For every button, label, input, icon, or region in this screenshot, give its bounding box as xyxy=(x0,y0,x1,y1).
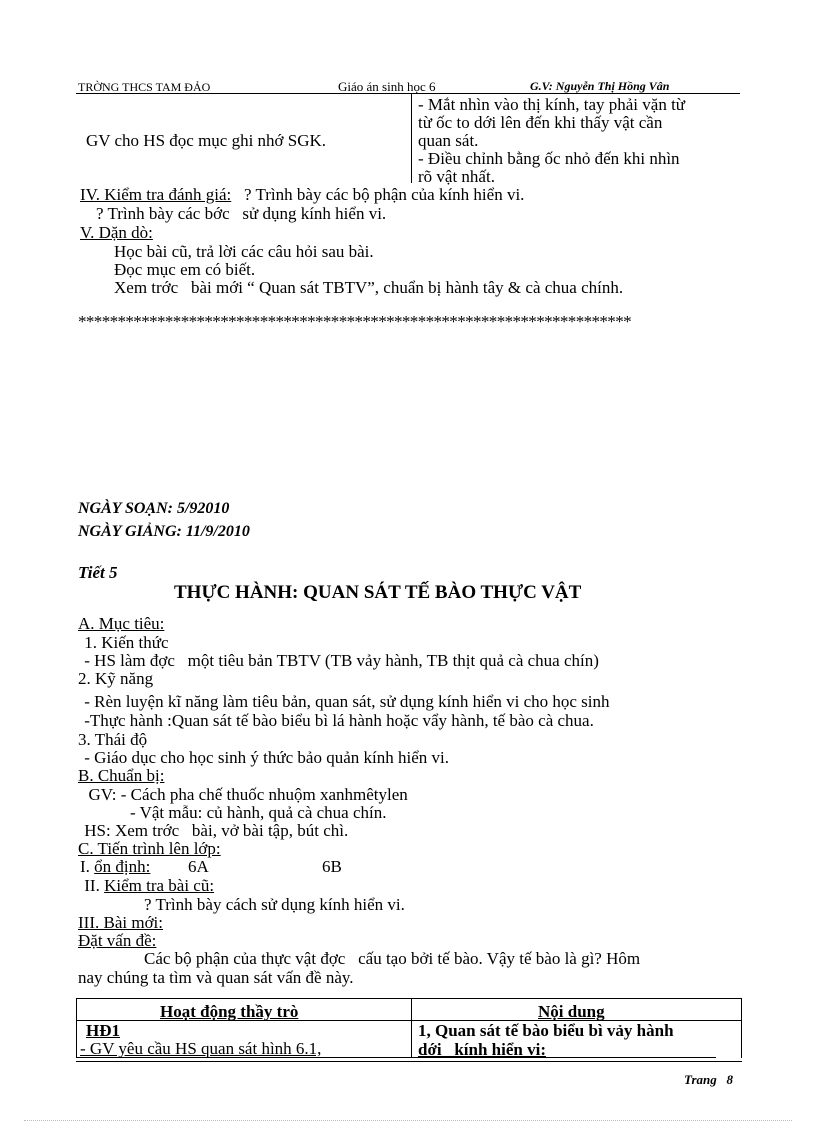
dat-van-de: Đặt vấn đề: xyxy=(78,931,157,950)
section-b-gv-1: GV: - Cách pha chế thuốc nhuộm xanhmêtylen xyxy=(80,785,408,804)
class-6b: 6B xyxy=(322,857,342,876)
section-v-line: Đọc mục em có biết. xyxy=(114,260,256,279)
date-soan-value: 5/92010 xyxy=(176,500,230,517)
date-giang-value: 11/9/2010 xyxy=(185,523,250,540)
section-a-k3: 3. Thái độ xyxy=(78,730,148,749)
top-table-right-line: rõ vật nhất. xyxy=(418,167,495,186)
top-table-divider xyxy=(411,93,412,183)
school-name: TRỜNG THCS TAM ĐẢO xyxy=(78,80,211,94)
col-header-activities: Hoạt động thầy trò xyxy=(160,1002,299,1021)
section-c-iii: III. Bài mới: xyxy=(78,913,163,932)
col-header-content: Nội dung xyxy=(538,1002,605,1021)
activity-hd1-text: - GV yêu cầu HS quan sát hình 6.1, xyxy=(80,1039,322,1058)
page-bottom-dotted-border xyxy=(24,1120,792,1121)
lesson-number: Tiết 5 xyxy=(78,563,118,582)
section-c-ii-question: ? Trình bày cách sử dụng kính hiển vi. xyxy=(144,895,405,914)
section-c-heading: C. Tiến trình lên lớp: xyxy=(78,839,221,858)
top-table-right-line: quan sát. xyxy=(418,131,479,150)
section-a-k3-text: - Giáo dục cho học sinh ý thức bảo quản kính hiển vi. xyxy=(80,748,449,767)
section-a-k1: 1. Kiến thức xyxy=(80,633,169,652)
footer-rule xyxy=(76,1061,742,1062)
top-table-right-line: - Mắt nhìn vào thị kính, tay phải vặn từ xyxy=(418,95,686,114)
section-iv-question-2: ? Trình bày các bớc sử dụng kính hiển vi. xyxy=(96,204,387,223)
section-iv xyxy=(80,186,524,204)
bottom-table-top-border xyxy=(76,998,742,999)
section-a-k1-text: - HS làm đợc một tiêu bản TBTV (TB vảy hành, TB thịt quả cà chua chín) xyxy=(80,651,599,670)
section-iv-question-1: ? Trình bày các bộ phận của kính hiển vi. xyxy=(231,185,525,204)
teacher-name: G.V: Nguyễn Thị Hồng Vân xyxy=(530,79,670,93)
content-subtitle: dới kính hiển vi: xyxy=(418,1040,546,1059)
section-c-ii xyxy=(80,877,214,895)
date-giang-label: NGÀY GIẢNG: xyxy=(78,523,182,540)
section-a-k2-text: - Rèn luyện kĩ năng làm tiêu bản, quan sát, sử dụng kính hiển vi cho học sinh xyxy=(80,692,610,711)
lesson-title: THỰC HÀNH: QUAN SÁT TẾ BÀO THỰC VẬT xyxy=(174,582,582,603)
section-c-i-text: ổn định: xyxy=(94,857,151,876)
page-number: Trang 8 xyxy=(684,1072,733,1087)
date-giang xyxy=(78,523,250,541)
section-a-k2-text: -Thực hành :Quan sát tế bào biểu bì lá hành hoặc vẩy hành, tế bào cà chua. xyxy=(80,711,594,730)
bottom-table-right-border xyxy=(741,998,742,1058)
section-v-line: Học bài cũ, trả lời các câu hỏi sau bài. xyxy=(114,242,374,261)
top-table-left-cell: GV cho HS đọc mục ghi nhớ SGK. xyxy=(86,131,327,150)
intro-line: Các bộ phận của thực vật đợc cấu tạo bởi tế bào. Vậy tế bào là gì? Hôm xyxy=(144,949,641,968)
bottom-table-divider xyxy=(411,998,412,1058)
bottom-table-left-border xyxy=(76,998,77,1058)
activity-hd1: HĐ1 xyxy=(86,1021,120,1040)
section-b-heading: B. Chuẩn bị: xyxy=(78,766,165,785)
section-v-heading: V. Dặn dò: xyxy=(80,223,153,242)
section-a-heading: A. Mục tiêu: xyxy=(78,614,165,633)
section-c-i xyxy=(80,858,150,876)
section-iv-heading: IV. Kiểm tra đánh giá: xyxy=(80,185,232,204)
intro-line: nay chúng ta tìm và quan sát vấn đề này. xyxy=(78,968,354,987)
class-6a: 6A xyxy=(188,857,209,876)
top-table-right-line: từ ốc to dới lên đến khi thấy vật cần xyxy=(418,113,663,132)
section-v-line: Xem trớc bài mới “ Quan sát TBTV”, chuẩn bị hành tây & cà chua chính. xyxy=(114,278,624,297)
top-table-right-line: - Điều chỉnh bằng ốc nhỏ đến khi nhìn xyxy=(418,149,680,168)
section-c-i-label: I. xyxy=(80,857,90,876)
section-b-gv-2: - Vật mẫu: củ hành, quả cà chua chín. xyxy=(130,803,387,822)
section-c-ii-text: Kiểm tra bài cũ: xyxy=(104,876,215,895)
date-soan xyxy=(78,500,229,518)
date-soan-label: NGÀY SOẠN: xyxy=(78,500,173,517)
content-title: 1, Quan sát tế bào biểu bì vảy hành xyxy=(418,1021,674,1040)
star-separator: ********************************************************************** xyxy=(78,312,632,331)
header-rule xyxy=(76,93,740,94)
subject-name: Giáo án sinh học 6 xyxy=(338,79,436,94)
section-b-hs: HS: Xem trớc bài, vở bài tập, bút chì. xyxy=(80,821,349,840)
section-c-ii-label: II. xyxy=(80,876,100,895)
section-a-k2: 2. Kỹ năng xyxy=(78,669,154,688)
